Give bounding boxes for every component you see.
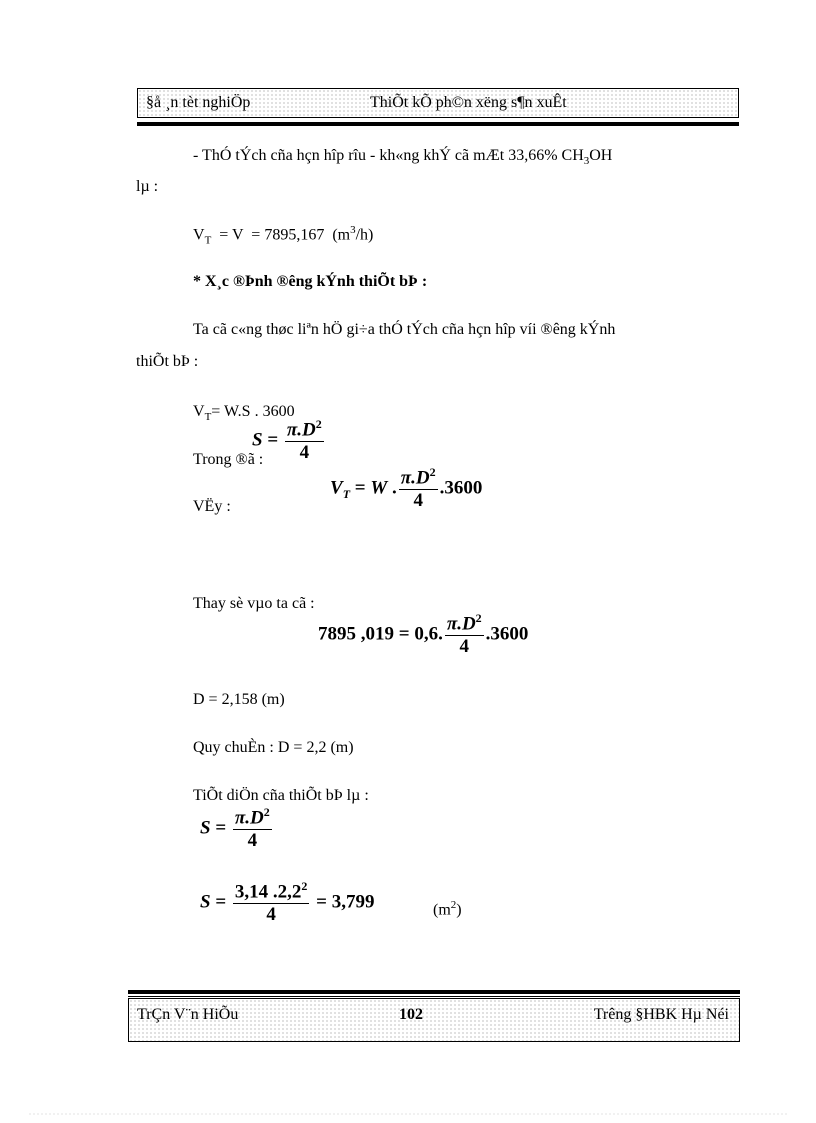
area-formula-2: S = $\frac{\pi.D^2}{4}$ bbox=[200, 805, 270, 852]
substitution-label: Thay sè vµo ta cã : bbox=[193, 595, 315, 612]
footer-author: TrÇn V¨n HiÕu bbox=[137, 1006, 239, 1023]
bottom-dotted-line bbox=[28, 1113, 788, 1115]
header-left-text: §å ¸n tèt nghiÖp bbox=[146, 94, 251, 111]
volume-formula: $V_T = W$ . $\frac{\pi.D^2}{4}$ .3600 bbox=[330, 465, 483, 512]
volume-flow-equation: $V_T = V = 7895,167$ $(m^3/h)$ bbox=[193, 224, 374, 247]
cross-section-label: TiÕt diÖn cña thiÕt bÞ lµ : bbox=[193, 787, 369, 804]
area-unit: $(m^2)$ bbox=[433, 899, 462, 919]
diameter-result: D = 2,158 (m) bbox=[193, 691, 285, 708]
substitution-formula: 7895 ,019 = 0,6. $\frac{\pi.D^2}{4}$ .3600 bbox=[318, 611, 529, 658]
footer-rule-thin bbox=[128, 996, 740, 997]
vay-label: VËy : bbox=[193, 498, 231, 515]
footer-rule bbox=[128, 990, 740, 994]
page-number: 102 bbox=[399, 1006, 423, 1023]
paragraph-relation: Ta cã c«ng thøc liªn hÖ gi÷a thÓ tÝch cña hçn hîp víi ®êng kÝnh bbox=[193, 321, 616, 338]
page-footer bbox=[128, 998, 740, 1042]
trong-do-label: Trong ®ã : bbox=[193, 451, 264, 468]
area-formula-1: S = $\frac{\pi.D^2}{4}$ bbox=[252, 417, 322, 464]
footer-university: Trêng §HBK Hµ Néi bbox=[593, 1006, 729, 1023]
header-rule bbox=[137, 122, 739, 126]
paragraph-mixture-volume: - ThÓ tÝch cña hçn hîp rîu - kh«ng khÝ cã mÆt 33,66% $CH_3OH$ bbox=[193, 147, 613, 168]
vt-ws-equation: $V_T= W.S$ . 3600 bbox=[193, 403, 295, 424]
page-header bbox=[137, 88, 739, 118]
section-title: * X¸c ®Þnh ®êng kÝnh thiÕt bÞ : bbox=[193, 273, 428, 290]
paragraph-mixture-volume-cont: lµ : bbox=[136, 178, 159, 195]
header-right-text: ThiÕt kÕ ph©n xëng s¶n xuÊt bbox=[370, 94, 567, 111]
diameter-standard: Quy chuÈn : D = 2,2 (m) bbox=[193, 739, 354, 756]
paragraph-relation-cont: thiÕt bÞ : bbox=[136, 353, 199, 370]
area-calculation: S = $\frac{3,14 .2,2^2}{4}$ = 3,799 bbox=[200, 879, 375, 926]
